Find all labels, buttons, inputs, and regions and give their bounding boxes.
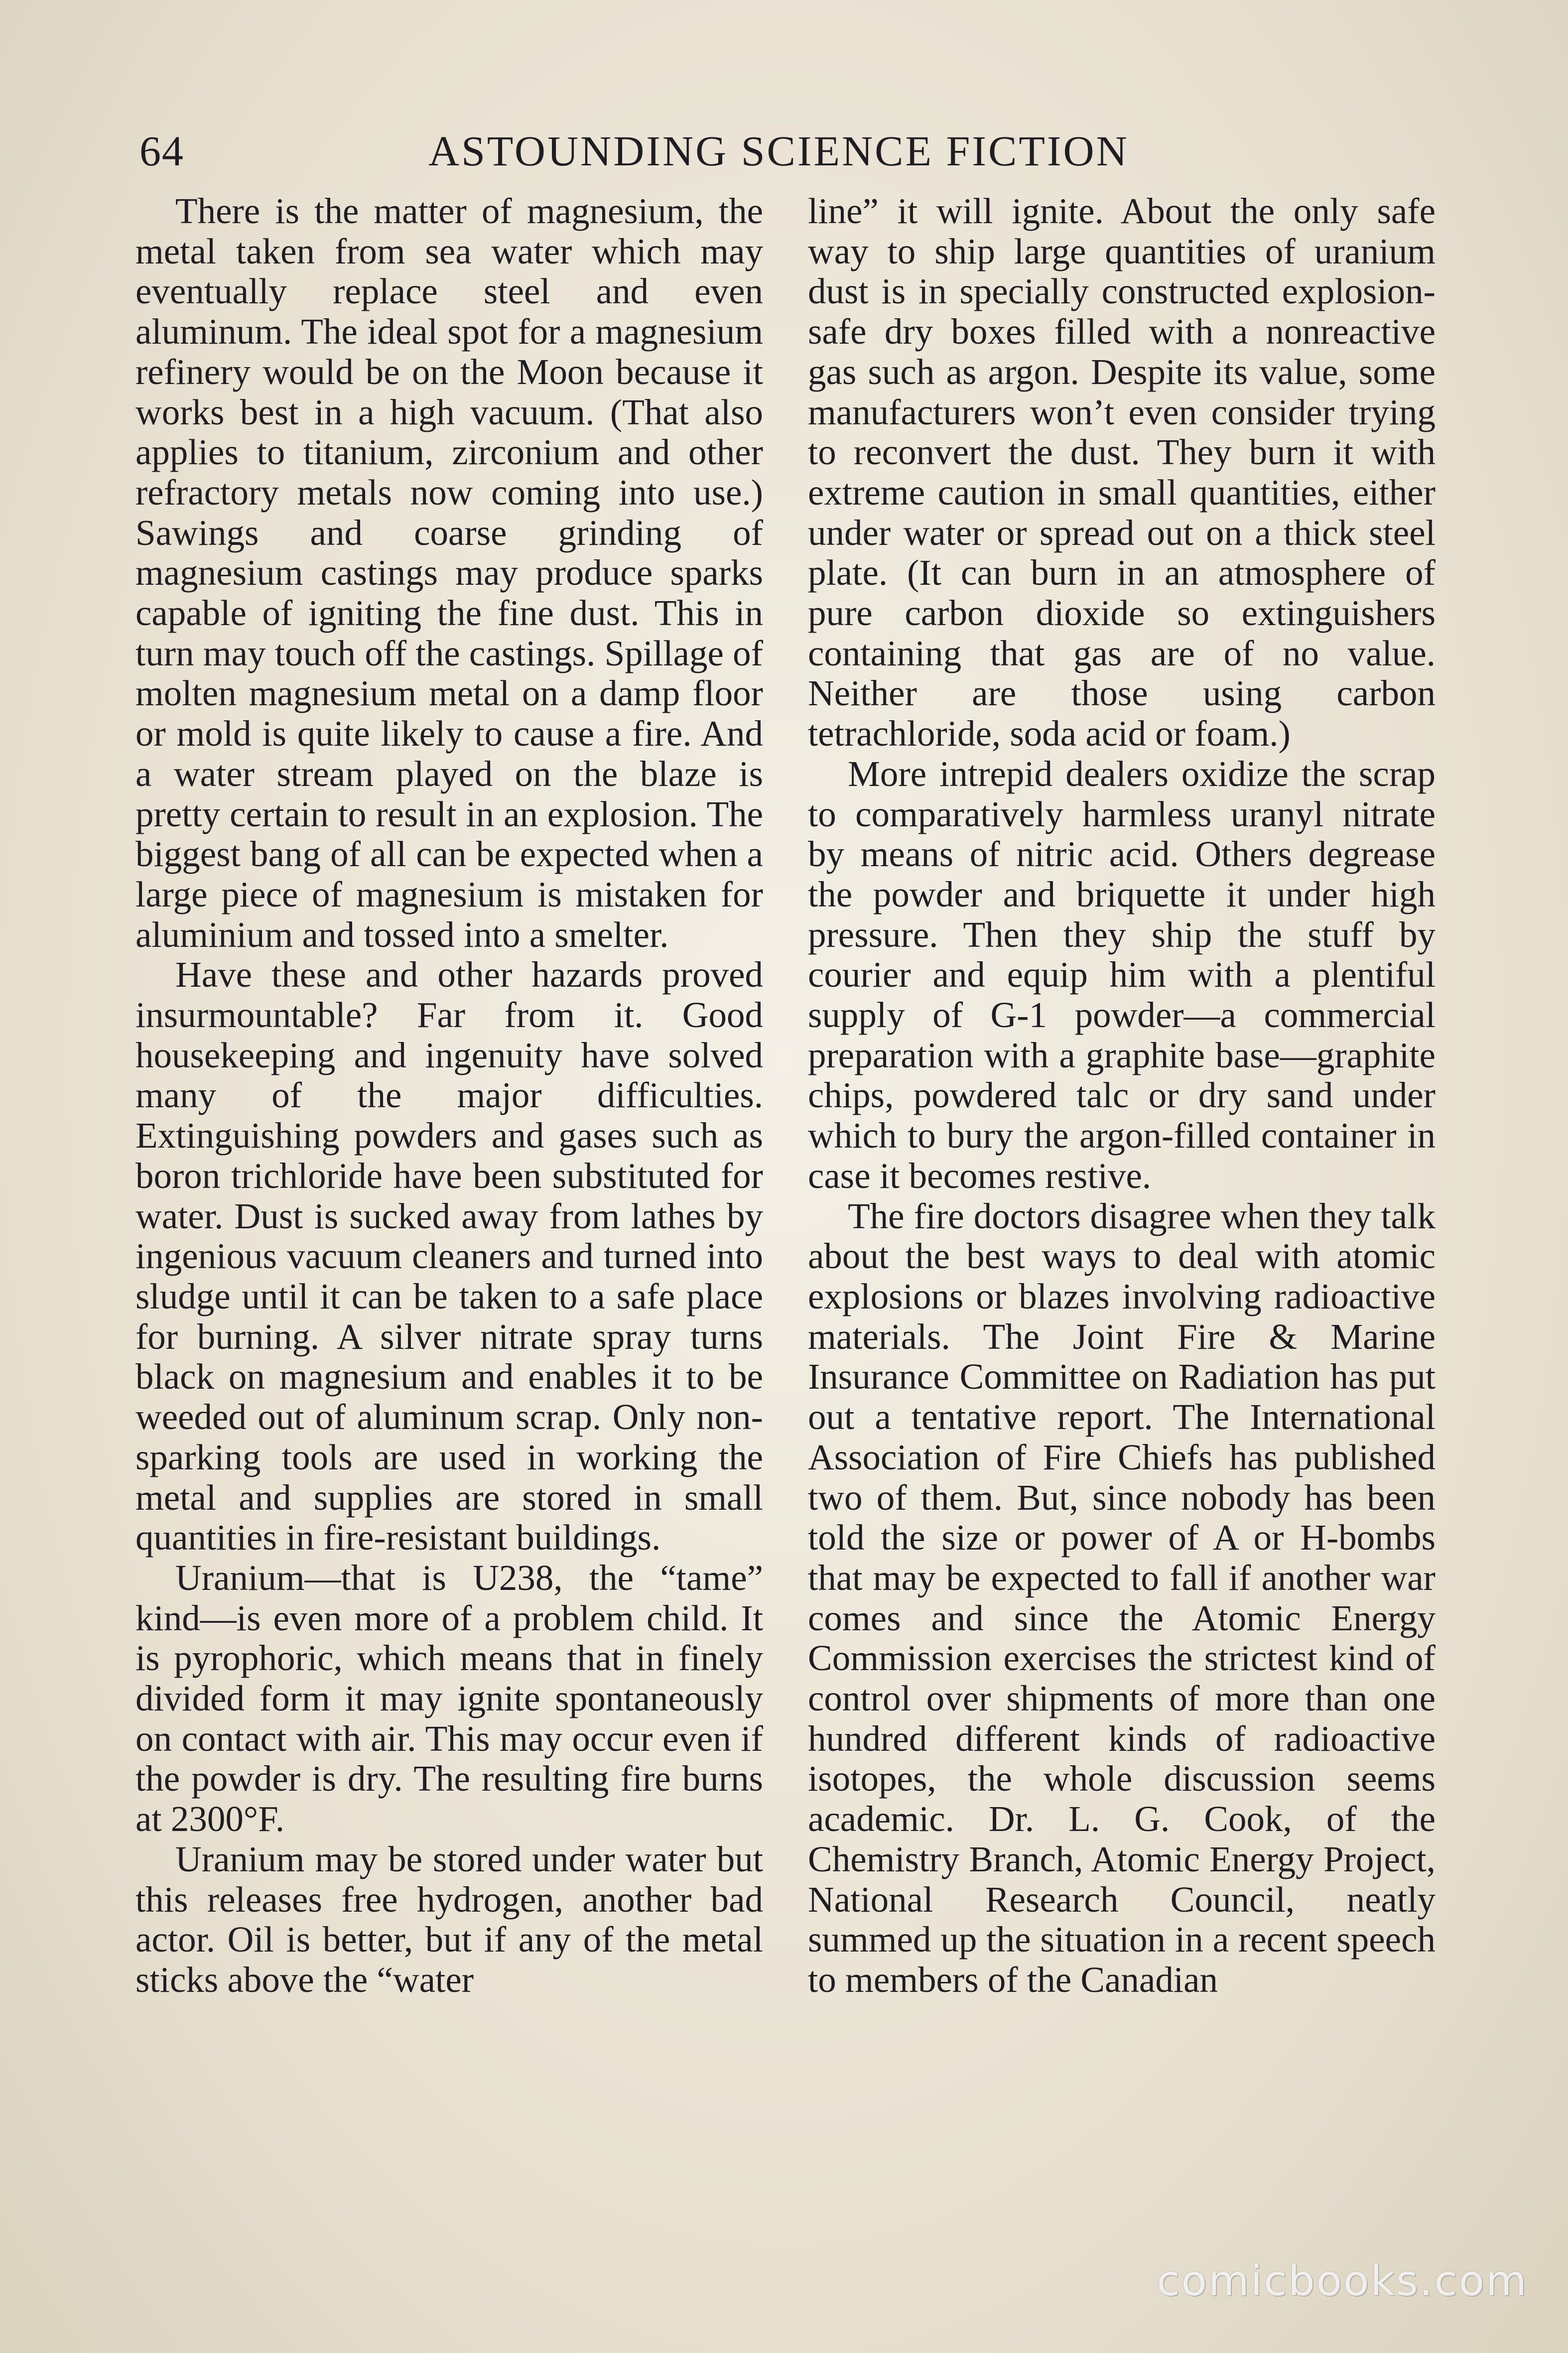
page-number: 64 [139,127,184,175]
running-title: ASTOUNDING SCIENCE FICTION [428,127,1129,175]
paragraph-uranium-storage: Uranium may be stored under water but this releases free hydrogen, another bad actor. Oil is better, but if any of the metal sticks above the “water [135,1838,763,2000]
paragraph-hazards: Have these and other hazards proved insurmountable? Far from it. Good housekeeping and ingenuity have solved many of the major difficulties. Extinguishing powders and gases such as boron trichloride have been substituted for water. Dust is sucked away from lathes by ingenious vacuum cleaners and turned into sludge until it can be taken to a safe place for burning. A silver nitrate spray turns black on magnesium and enables it to be weeded out of aluminum scrap. Only non-sparking tools are used in working the metal and supplies are stored in small quantities in fire-resistant buildings. [135,954,763,1558]
paragraph-continuation: line” it will ignite. About the only safe way to ship large quantities of uranium dust is in specially constructed explosion-safe dry boxes filled with a nonreactive gas such as argon. Despite its value, some manufacturers won’t even consider trying to reconvert the dust. They burn it with extreme caution in small quantities, either under water or spread out on a thick steel plate. (It can burn in an atmosphere of pure carbon dioxide so extinguishers containing that gas are of no value. Neither are those using carbon tetrachloride, soda acid or foam.) [808,191,1436,754]
paragraph-intrepid-dealers: More intrepid dealers oxidize the scrap to comparatively harmless uranyl nitrate by means of nitric acid. Others degrease the powder and briquette it under high pressure. Then they ship the stuff by courier and equip him with a plentiful supply of G-1 powder—a commercial preparation with a graphite base—graphite chips, powdered talc or dry sand under which to bury the argon-filled container in case it becomes restive. [808,753,1436,1196]
watermark: comicbooks.com [1157,2256,1528,2305]
paragraph-fire-doctors: The fire doctors disagree when they talk about the best ways to deal with atomic explosions or blazes involving radioactive materials. The Joint Fire & Marine Insurance Committee on Radiation has put out a tentative report. The International Association of Fire Chiefs has published two of them. But, since nobody has been told the size or power of A or H-bombs that may be expected to fall if another war comes and since the Atomic Energy Commission exercises the strictest kind of control over shipments of more than one hundred different kinds of radioactive isotopes, the whole discussion seems academic. Dr. L. G. Cook, of the Chemistry Branch, Atomic Energy Project, National Research Council, neatly summed up the situation in a recent speech to members of the Canadian [808,1195,1436,2000]
paragraph-uranium: Uranium—that is U238, the “tame” kind—is even more of a problem child. It is pyrophoric, which means that in finely divided form it may ignite spontaneously on contact with air. This may occur even if the powder is dry. The resulting fire burns at 2300°F. [135,1557,763,1839]
left-column [135,191,763,2000]
page-header [139,124,1464,178]
right-column [808,191,1436,2000]
paragraph-magnesium: There is the matter of magnesium, the metal taken from sea water which may eventually replace steel and even aluminum. The ideal spot for a magnesium refinery would be on the Moon because it works best in a high vacuum. (That also applies to titanium, zirconium and other refractory metals now coming into use.) Sawings and coarse grinding of magnesium castings may produce sparks capable of igniting the fine dust. This in turn may touch off the castings. Spillage of molten magnesium metal on a damp floor or mold is quite likely to cause a fire. And a water stream played on the blaze is pretty certain to result in an explosion. The biggest bang of all can be expected when a large piece of magnesium is mistaken for aluminium and tossed into a smelter. [135,191,763,955]
